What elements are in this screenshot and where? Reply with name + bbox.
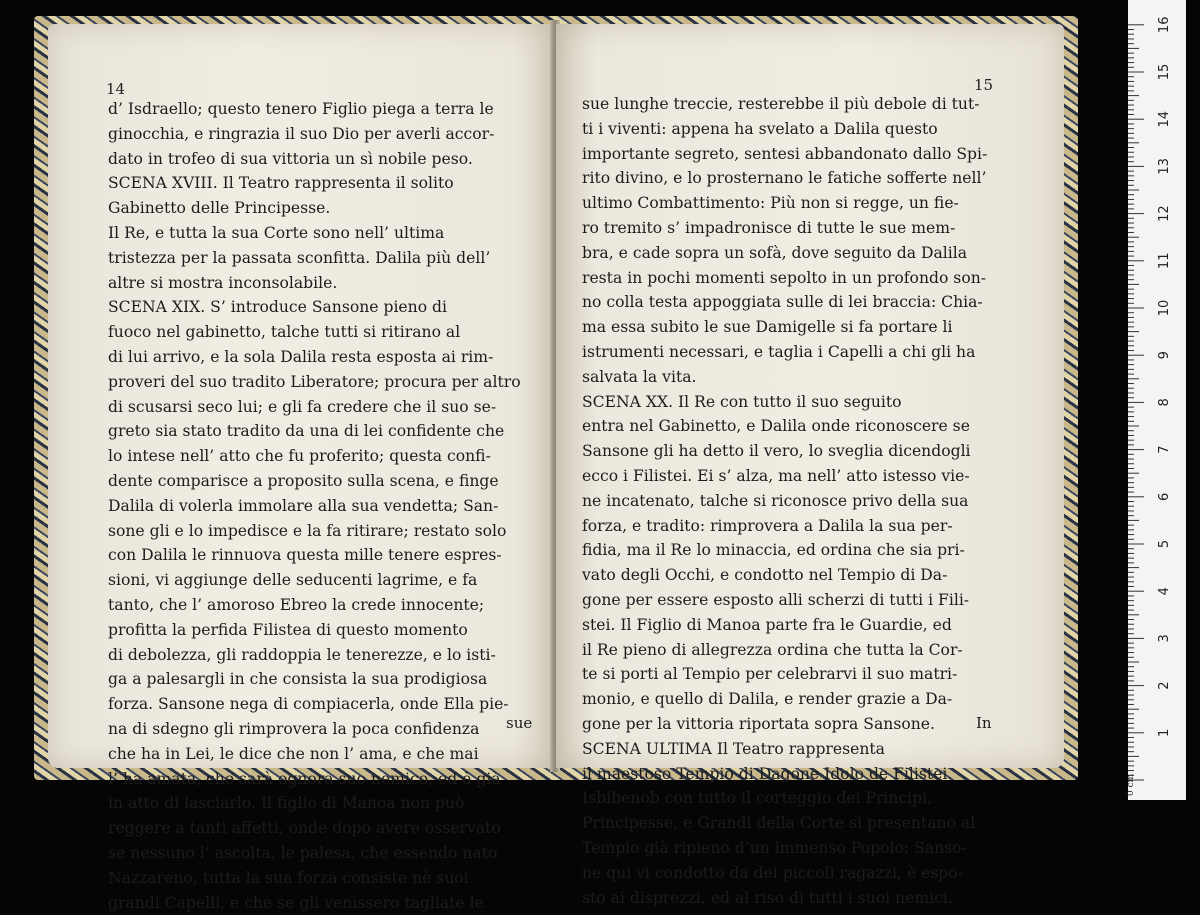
ruler-tick-label: 7 <box>1157 445 1172 453</box>
measuring-ruler <box>1128 0 1186 800</box>
right-page <box>556 24 1064 768</box>
text-line: forza, e tradito: rimprovera a Dalila la sua per- <box>582 514 1012 539</box>
text-line: dente comparisce a proposito sulla scena, e finge <box>108 469 534 494</box>
ruler-tick-label: 1 <box>1157 729 1172 737</box>
text-line: con Dalila le rinnuova questa mille tenere espres- <box>108 543 534 568</box>
left-page-text <box>108 97 534 915</box>
ruler-unit-label: 0 cm <box>1126 774 1136 796</box>
text-line: Principesse, e Grandi della Corte si presentano al <box>582 811 1012 836</box>
text-line: rito divino, e lo prosternano le fatiche sofferte nell’ <box>582 166 1012 191</box>
text-line: sone gli e lo impedisce e la fa ritirare; restato solo <box>108 519 534 544</box>
ruler-tick-label: 9 <box>1157 351 1172 359</box>
right-page-number: 15 <box>974 76 993 94</box>
text-line: monio, e quello di Dalila, e render grazie a Da- <box>582 687 1012 712</box>
text-line: di lui arrivo, e la sola Dalila resta esposta ai rim- <box>108 345 534 370</box>
text-line: Gabinetto delle Principesse. <box>108 196 534 221</box>
text-line: SCENA XIX. S’ introduce Sansone pieno di <box>108 295 534 320</box>
text-line: greto sia stato tradito da una di lei confidente che <box>108 419 534 444</box>
ruler-tick-label: 14 <box>1157 111 1172 128</box>
text-line: ne incatenato, talche si riconosce privo della sua <box>582 489 1012 514</box>
text-line: entra nel Gabinetto, e Dalila onde riconoscere se <box>582 414 1012 439</box>
text-line: Tempio già ripieno d’un immenso Popolo: Sanso- <box>582 836 1012 861</box>
text-line: altre si mostra inconsolabile. <box>108 271 534 296</box>
text-line: il Re pieno di allegrezza ordina che tutta la Cor- <box>582 638 1012 663</box>
text-line: ne qui vi condotto da dei piccoli ragazzi, è espo- <box>582 861 1012 886</box>
text-line: gone per essere esposto alli scherzi di tutti i Fili- <box>582 588 1012 613</box>
text-line: proveri del suo tradito Liberatore; procura per altro <box>108 370 534 395</box>
text-line: reggere a tanti affetti, onde dopo avere osservato <box>108 816 534 841</box>
text-line: di scusarsi seco lui; e gli fa credere che il suo se- <box>108 395 534 420</box>
text-line: vato degli Occhi, e condotto nel Tempio di Da- <box>582 563 1012 588</box>
ruler-tick-label: 10 <box>1157 300 1172 317</box>
text-line: no colla testa appoggiata sulle di lei braccia: Chia- <box>582 290 1012 315</box>
ruler-tick-label: 11 <box>1157 253 1172 270</box>
ruler-tick-label: 12 <box>1157 205 1172 222</box>
text-line: ga a palesargli in che consista la sua prodigiosa <box>108 667 534 692</box>
text-line: Il Re, e tutta la sua Corte sono nell’ ultima <box>108 221 534 246</box>
text-line: dato in trofeo di sua vittoria un sì nobile peso. <box>108 147 534 172</box>
text-line: SCENA XVIII. Il Teatro rappresenta il solito <box>108 171 534 196</box>
text-line: il maestoso Tempio di Dagone Idolo de Filistei. <box>582 762 1012 787</box>
text-line: tristezza per la passata sconfitta. Dalila più dell’ <box>108 246 534 271</box>
text-line: in atto di lasciarlo. Il figlio di Manoa non può <box>108 791 534 816</box>
text-line: ro tremito s’ impadronisce di tutte le sue mem- <box>582 216 1012 241</box>
ruler-tick-label: 15 <box>1157 64 1172 81</box>
text-line: SCENA XX. Il Re con tutto il suo seguito <box>582 390 1012 415</box>
text-line: tanto, che l’ amoroso Ebreo la crede innocente; <box>108 593 534 618</box>
text-line: l’ ha amata, che sarà ognora suo nemico, ed è già <box>108 767 534 792</box>
left-catchword: sue <box>506 714 532 732</box>
ruler-tick-label: 6 <box>1157 493 1172 501</box>
left-page <box>48 24 554 768</box>
text-line: ultimo Combattimento: Più non si regge, un fie- <box>582 191 1012 216</box>
text-line: lo intese nell’ atto che fu proferito; questa confi- <box>108 444 534 469</box>
text-line: Sansone gli ha detto il vero, lo sveglia dicendogli <box>582 439 1012 464</box>
text-line: te si porti al Tempio per celebrarvi il suo matri- <box>582 662 1012 687</box>
text-line: che ha in Lei, le dice che non l’ ama, e che mai <box>108 742 534 767</box>
open-book <box>34 16 1078 780</box>
text-line: sue lunghe treccie, resterebbe il più debole di tut- <box>582 92 1012 117</box>
text-line: ti i viventi: appena ha svelato a Dalila questo <box>582 117 1012 142</box>
text-line: SCENA ULTIMA Il Teatro rappresenta <box>582 737 1012 762</box>
text-line: d’ Isdraello; questo tenero Figlio piega a terra le <box>108 97 534 122</box>
text-line: ma essa subito le sue Damigelle si fa portare li <box>582 315 1012 340</box>
text-line: na di sdegno gli rimprovera la poca confidenza <box>108 717 534 742</box>
text-line: se nessuno l’ ascolta, le palesa, che essendo nato <box>108 841 534 866</box>
ruler-tick-label: 8 <box>1157 398 1172 406</box>
text-line: di debolezza, gli raddoppia le tenerezze, e lo isti- <box>108 643 534 668</box>
text-line: salvata la vita. <box>582 365 1012 390</box>
text-line: Nazzareno, tutta la sua forza consiste nè suoi <box>108 866 534 891</box>
text-line: istrumenti necessari, e taglia i Capelli a chi gli ha <box>582 340 1012 365</box>
text-line: resta in pochi momenti sepolto in un profondo son- <box>582 266 1012 291</box>
text-line: grandi Capelli, e che se gli venissero tagliate le <box>108 891 534 915</box>
text-line: fuoco nel gabinetto, talche tutti si ritirano al <box>108 320 534 345</box>
text-line: Isbibenob con tutto il corteggio dei Principi, <box>582 786 1012 811</box>
ruler-tick-label: 13 <box>1157 158 1172 175</box>
left-page-number: 14 <box>106 80 125 98</box>
text-line: profitta la perfida Filistea di questo momento <box>108 618 534 643</box>
text-line: Dalila di volerla immolare alla sua vendetta; San- <box>108 494 534 519</box>
text-line: ginocchia, e ringrazia il suo Dio per averli accor- <box>108 122 534 147</box>
text-line: importante segreto, sentesi abbandonato dallo Spi- <box>582 142 1012 167</box>
ruler-tick-label: 5 <box>1157 540 1172 548</box>
right-page-text <box>582 92 1012 910</box>
text-line: bra, e cade sopra un sofà, dove seguito da Dalila <box>582 241 1012 266</box>
ruler-tick-label: 2 <box>1157 681 1172 689</box>
right-catchword: In <box>976 714 992 732</box>
text-line: gone per la vittoria riportata sopra Sansone. <box>582 712 1012 737</box>
ruler-tick-label: 16 <box>1157 17 1172 34</box>
text-line: forza. Sansone nega di compiacerla, onde Ella pie- <box>108 692 534 717</box>
text-line: fidia, ma il Re lo minaccia, ed ordina che sia pri- <box>582 538 1012 563</box>
text-line: sioni, vi aggiunge delle seducenti lagrime, e fa <box>108 568 534 593</box>
text-line: sto ai disprezzi, ed al riso di tutti i suoi nemici. <box>582 886 1012 911</box>
ruler-tick-label: 3 <box>1157 634 1172 642</box>
ruler-tick-label: 4 <box>1157 587 1172 595</box>
text-line: ecco i Filistei. Ei s’ alza, ma nell’ atto istesso vie- <box>582 464 1012 489</box>
text-line: stei. Il Figlio di Manoa parte fra le Guardie, ed <box>582 613 1012 638</box>
ruler-scale <box>1128 0 1186 800</box>
